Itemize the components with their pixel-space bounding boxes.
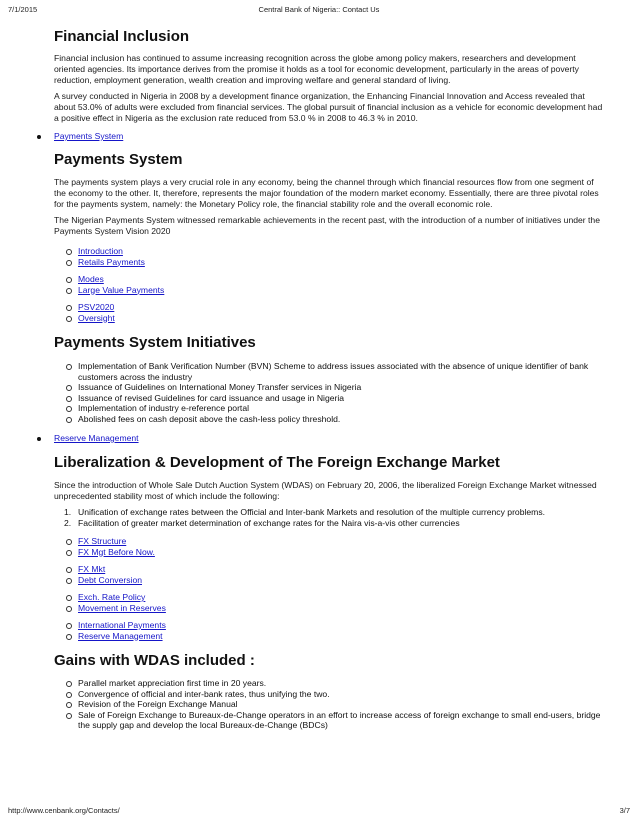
fx-mgt-before-now-link[interactable]: FX Mgt Before Now. <box>78 546 155 557</box>
fx-links-group-1 <box>78 536 604 557</box>
list-item: Issuance of Guidelines on International Money Transfer services in Nigeria <box>78 382 604 393</box>
page-title: Central Bank of Nigeria:: Contact Us <box>258 5 380 14</box>
list-item <box>78 620 604 631</box>
list-item <box>78 285 604 296</box>
page-header <box>8 5 630 17</box>
list-item <box>78 313 604 324</box>
fx-mkt-link[interactable]: FX Mkt <box>78 564 106 574</box>
list-item <box>78 631 604 642</box>
financial-inclusion-paragraph-2: A survey conducted in Nigeria in 2008 by a development finance organization, the Enhancing Financial Innovation and Access revealed that about 53.0% of adults were excluded from financial services. The global pursuit of financial inclusion as a vehicle for economic development had a positive effect in Nigeria as the exclusion rate reduced from 53.0 % in 2008 to 46.3 % in 2010. <box>54 91 603 123</box>
modes-link[interactable]: Modes <box>78 274 104 284</box>
reserve-management-bullet <box>54 433 638 444</box>
fx-structure-link[interactable]: FX Structure <box>78 536 127 546</box>
fx-market-heading: Liberalization & Development of The Foreign Exchange Market <box>54 454 500 471</box>
fx-links-group-2 <box>78 564 604 585</box>
list-item <box>78 246 604 257</box>
list-item <box>78 564 604 575</box>
footer-url: http://www.cenbank.org/Contacts/ <box>8 806 120 815</box>
large-value-payments-link[interactable]: Large Value Payments <box>78 284 165 295</box>
payments-links-group-3 <box>78 302 604 323</box>
list-item: 2. Facilitation of greater market determination of exchange rates for the Naira vis-a-vis other currencies <box>64 518 460 528</box>
fx-links-group-4 <box>78 620 604 641</box>
payments-initiatives-heading: Payments System Initiatives <box>54 334 256 351</box>
debt-conversion-link[interactable]: Debt Conversion <box>78 574 143 585</box>
payments-links-group-2 <box>78 274 604 295</box>
financial-inclusion-paragraph-1: Financial inclusion has continued to assume increasing recognition across the globe among policy makers, researchers and development oriented agencies. Its importance derives from the promise it holds as a tool for economic development, particularly in the areas of poverty reduction, employment generation, wealth creation and improving welfare and general standard of living. <box>54 53 579 85</box>
list-item: Issuance of revised Guidelines for card issuance and usage in Nigeria <box>78 393 604 404</box>
exch-rate-policy-link[interactable]: Exch. Rate Policy <box>78 592 146 602</box>
list-item <box>78 302 604 313</box>
list-item: Implementation of Bank Verification Number (BVN) Scheme to address issues associated with the absence of unique identifier of bank customers across the industry <box>78 361 604 382</box>
reserve-management-link[interactable]: Reserve Management <box>54 433 139 443</box>
list-item <box>78 592 604 603</box>
list-item: Parallel market appreciation first time in 20 years. <box>78 678 604 689</box>
list-item: Revision of the Foreign Exchange Manual <box>78 699 604 710</box>
introduction-link[interactable]: Introduction <box>78 246 123 256</box>
list-item: Implementation of industry e-reference portal <box>78 403 604 414</box>
list-item: Convergence of official and inter-bank rates, thus unifying the two. <box>78 689 604 700</box>
list-item <box>78 603 604 614</box>
list-item <box>78 536 604 547</box>
print-date: 7/1/2015 <box>8 5 38 14</box>
psv2020-link[interactable]: PSV2020 <box>78 302 115 312</box>
oversight-link[interactable]: Oversight <box>78 312 115 323</box>
initiatives-list <box>78 361 604 424</box>
page-number: 3/7 <box>619 806 630 815</box>
list-item: 1. Unification of exchange rates between the Official and Inter-bank Markets and resolution of the multiple currency problems. <box>64 507 546 517</box>
payments-system-bullet <box>54 131 638 142</box>
retails-payments-link[interactable]: Retails Payments <box>78 256 145 267</box>
gains-heading: Gains with WDAS included : <box>54 652 255 669</box>
fx-numbered-list <box>64 507 604 529</box>
payments-system-paragraph-2: The Nigerian Payments System witnessed remarkable achievements in the recent past, with the introduction of a number of initiatives under the Payments System Vision 2020 <box>54 215 600 236</box>
financial-inclusion-heading: Financial Inclusion <box>54 28 190 45</box>
international-payments-link[interactable]: International Payments <box>78 620 166 630</box>
list-item: Abolished fees on cash deposit above the cash-less policy threshold. <box>78 414 604 425</box>
list-item <box>78 547 604 558</box>
payments-system-paragraph-1: The payments system plays a very crucial role in any economy, being the channel through which financial resources flow from one segment of the economy to the other. It, therefore, represents the major foundation of the modern market economy. Essentially, there are three pivotal roles for the payments system, namely: the Monetary Policy role, the financial stability role and the overall economic role. <box>54 177 599 209</box>
payments-system-link[interactable]: Payments System <box>54 131 124 141</box>
list-item <box>78 274 604 285</box>
reserve-management-sub-link[interactable]: Reserve Management <box>78 630 163 641</box>
main-content <box>0 28 638 731</box>
payments-system-heading: Payments System <box>54 151 183 168</box>
list-item <box>78 575 604 586</box>
movement-in-reserves-link[interactable]: Movement in Reserves <box>78 602 166 613</box>
fx-market-paragraph: Since the introduction of Whole Sale Dutch Auction System (WDAS) on February 20, 2006, the liberalized Foreign Exchange Market witnessed unprecedented stability most of which include the following: <box>54 480 597 501</box>
list-item <box>78 257 604 268</box>
page-footer <box>8 806 630 818</box>
list-item: Sale of Foreign Exchange to Bureaux-de-Change operators in an effort to increase access of foreign exchange to small end-users, bridge the supply gap and develop the local Bureaux-de-Change (BDCs) <box>78 710 604 731</box>
fx-links-group-3 <box>78 592 604 613</box>
gains-list <box>78 678 604 731</box>
payments-links-group-1 <box>78 246 604 267</box>
